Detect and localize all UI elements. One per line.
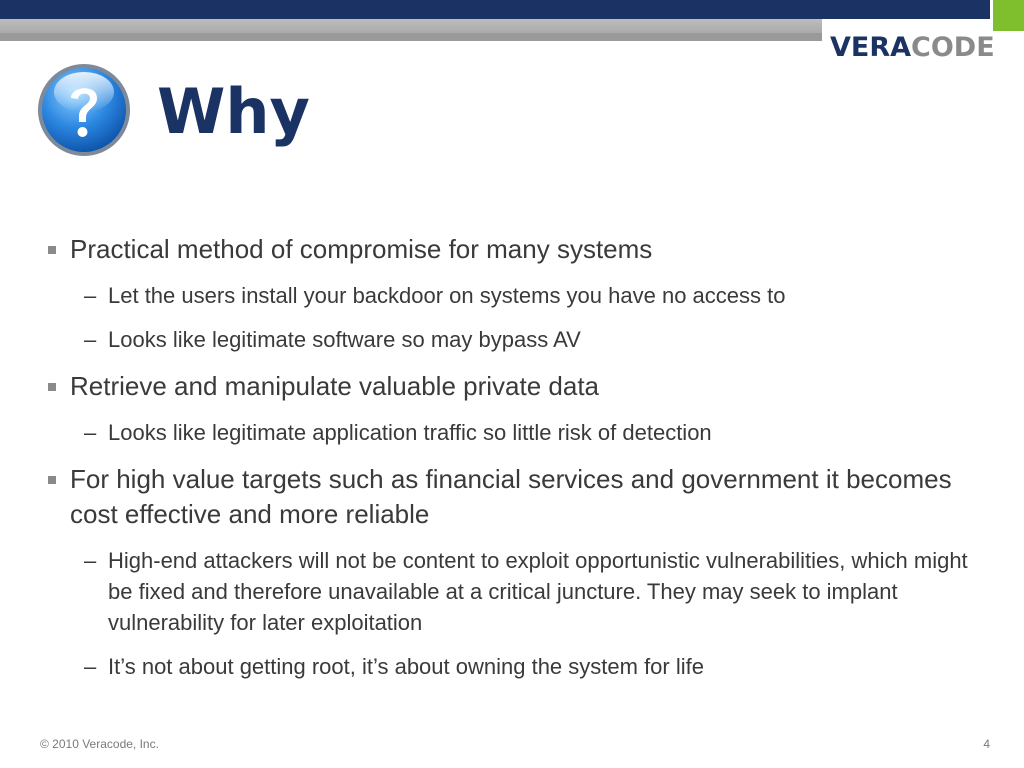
sub-bullet-1-1 <box>46 280 976 311</box>
dash-icon: – <box>84 283 97 308</box>
bullet-square-icon <box>48 476 56 484</box>
sub-bullet-3-1 <box>46 545 976 638</box>
header-bar-navy <box>0 0 990 19</box>
sub-bullet-3-1-text: High-end attackers will not be content to exploit opportunistic vulnerabilities, which might be fixed and therefore unavailable at a critical juncture. They may seek to implant vulnerability for later exploitation <box>108 548 968 635</box>
bullet-square-icon <box>48 383 56 391</box>
logo-text-vera: VERA <box>830 32 912 63</box>
header-accent-green <box>993 0 1024 31</box>
logo-text-code: CODE <box>911 32 995 63</box>
slide-title: Why <box>157 75 310 148</box>
bullet-1 <box>46 232 976 267</box>
footer-copyright: © 2010 Veracode, Inc. <box>40 737 159 751</box>
bullet-2 <box>46 369 976 404</box>
bullet-list <box>46 232 976 682</box>
dash-icon: – <box>84 654 97 679</box>
page-number: 4 <box>983 737 990 751</box>
dash-icon: – <box>84 420 97 445</box>
question-mark-icon <box>36 62 132 158</box>
sub-bullet-2-1 <box>46 417 976 448</box>
veracode-logo <box>830 32 995 64</box>
bullet-2-text: Retrieve and manipulate valuable private data <box>70 371 600 401</box>
sub-bullet-3-2 <box>46 651 976 682</box>
sub-bullet-2-1-text: Looks like legitimate application traffic so little risk of detection <box>108 420 712 445</box>
bullet-3-text: For high value targets such as financial services and government it becomes cost effective and more reliable <box>70 464 952 529</box>
sub-bullet-3-2-text: It’s not about getting root, it’s about owning the system for life <box>108 654 704 679</box>
sub-bullet-1-1-text: Let the users install your backdoor on systems you have no access to <box>108 283 786 308</box>
bullet-1-text: Practical method of compromise for many systems <box>70 234 653 264</box>
bullet-square-icon <box>48 246 56 254</box>
dash-icon: – <box>84 548 97 573</box>
bullet-3 <box>46 462 976 532</box>
sub-bullet-1-2-text: Looks like legitimate software so may bypass AV <box>108 327 581 352</box>
dash-icon: – <box>84 327 97 352</box>
sub-bullet-1-2 <box>46 324 976 355</box>
header-bar-gray-lower <box>0 33 822 41</box>
